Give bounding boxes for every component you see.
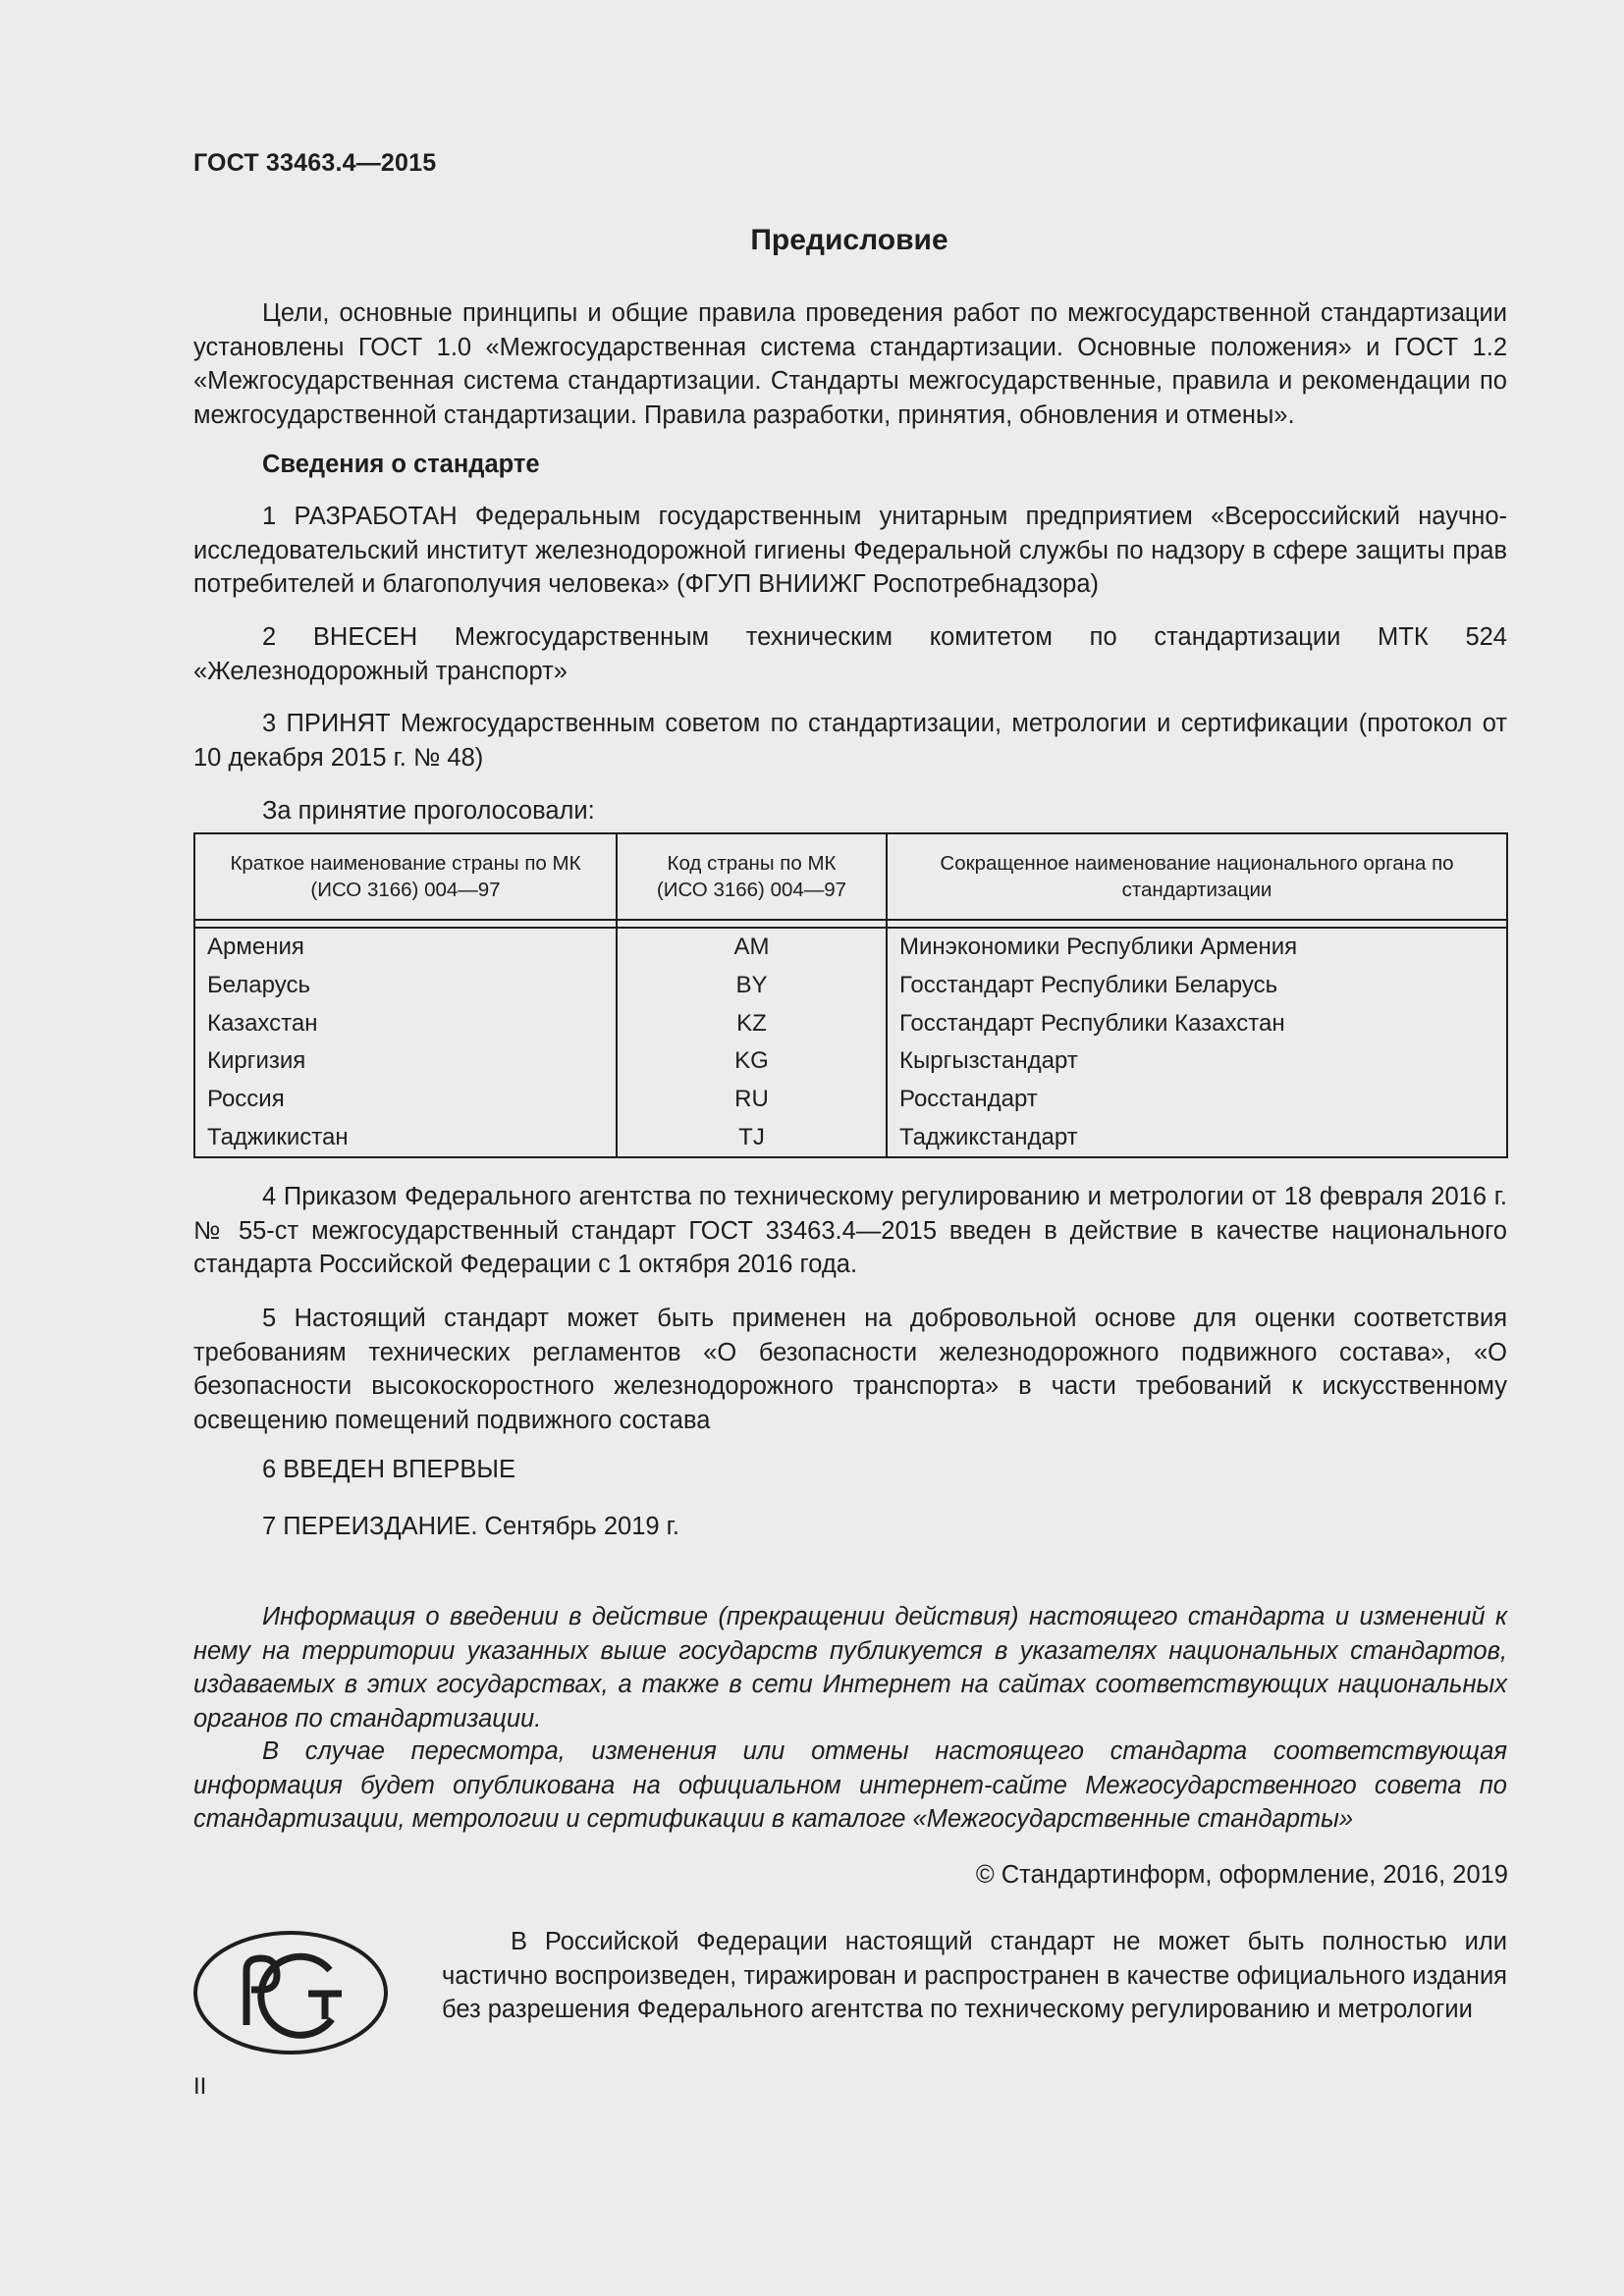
standards-body-cell: Госстандарт Республики Казахстан <box>887 1004 1507 1042</box>
revision-notice-paragraph: В случае пересмотра, изменения или отмены настоящего стандарта соответствующая информация будет опубликована на официальном интернет-сайте Межгосударственного совета по стандартизации, метрологии и сертификации в каталоге «Межгосударственные стандарты» <box>193 1737 1507 1833</box>
column-header-code: Код страны по МК (ИСО 3166) 004—97 <box>617 833 887 920</box>
country-cell: Киргизия <box>194 1042 617 1081</box>
item-applicability: 5 Настоящий стандарт может быть применен на добровольной основе для оценки соответствия требованиям технических регламентов «О безопасности железнодорожного подвижного состава», «О безопасности высокоскоростного железнодорожного транспорта» в части требований к искусственному освещению помещений подвижного состава <box>193 1305 1507 1434</box>
item-submitted: 2 ВНЕСЕН Межгосударственным техническим комитетом по стандартизации МТК 524 «Железнодорожный транспорт» <box>193 623 1507 685</box>
header-separator <box>194 920 1507 928</box>
info-heading: Сведения о стандарте <box>262 451 540 478</box>
item-enacted: 4 Приказом Федерального агентства по техническому регулированию и метрологии от 18 февраля 2016 г. № 55-ст межгосударственный стандарт ГОСТ 33463.4—2015 введен в действие в качестве национального стандарта Российской Федерации с 1 октября 2016 года. <box>193 1183 1507 1278</box>
country-code-cell: RU <box>617 1081 887 1119</box>
country-code-cell: BY <box>617 967 887 1005</box>
column-header-body: Сокращенное наименование национального органа по стандартизации <box>887 833 1507 920</box>
standards-body-cell: Кыргызстандарт <box>887 1042 1507 1081</box>
country-cell: Россия <box>194 1081 617 1119</box>
table-row <box>194 1081 1507 1119</box>
country-cell: Беларусь <box>194 967 617 1005</box>
standards-body-cell: Минэкономики Республики Армения <box>887 928 1507 967</box>
table-row <box>194 928 1507 967</box>
vote-label: За принятие проголосовали: <box>262 797 595 825</box>
country-cell: Таджикистан <box>194 1118 617 1157</box>
document-code: ГОСТ 33463.4—2015 <box>193 149 437 177</box>
country-code-cell: KG <box>617 1042 887 1081</box>
country-cell: Казахстан <box>194 1004 617 1042</box>
copyright-line: © Стандартинформ, оформление, 2016, 2019 <box>975 1861 1508 1889</box>
standards-body-cell: Госстандарт Республики Беларусь <box>887 967 1507 1005</box>
item-adopted: 3 ПРИНЯТ Межгосударственным советом по стандартизации, метрологии и сертификации (протокол от 10 декабря 2015 г. № 48) <box>193 710 1507 772</box>
country-code-cell: AM <box>617 928 887 967</box>
column-header-country: Краткое наименование страны по МК (ИСО 3166) 004—97 <box>194 833 617 920</box>
table-row <box>194 1118 1507 1157</box>
table-header-row <box>194 833 1507 920</box>
voting-countries-table <box>193 832 1508 1158</box>
info-notice-paragraph: Информация о введении в действие (прекращении действия) настоящего стандарта и изменений к нему на территории указанных выше государств публикуется в указателях национальных стандартов, издаваемых в этих государствах, а также в сети Интернет на сайтах соответствующих национальных органов по стандартизации. <box>193 1603 1507 1733</box>
reproduction-notice: В Российской Федерации настоящий стандарт не может быть полностью или частично воспроизведен, тиражирован и распространен в качестве официального издания без разрешения Федерального агентства по техническому регулированию и метрологии <box>442 1928 1507 2023</box>
item-first-introduced: 6 ВВЕДЕН ВПЕРВЫЕ <box>262 1456 516 1483</box>
country-code-cell: TJ <box>617 1118 887 1157</box>
standards-body-cell: Росстандарт <box>887 1081 1507 1119</box>
page-number: II <box>193 2073 207 2100</box>
table-row <box>194 1042 1507 1081</box>
item-reissue: 7 ПЕРЕИЗДАНИЕ. Сентябрь 2019 г. <box>262 1513 679 1540</box>
country-cell: Армения <box>194 928 617 967</box>
rst-certification-mark-icon <box>192 1929 389 2056</box>
table-row <box>194 967 1507 1005</box>
intro-paragraph: Цели, основные принципы и общие правила проведения работ по межгосударственной стандартизации установлены ГОСТ 1.0 «Межгосударственная система стандартизации. Основные положения» и ГОСТ 1.2 «Межгосударственная система стандартизации. Стандарты межгосударственные, правила и рекомендации по межгосударственной стандартизации. Правила разработки, принятия, обновления и отмены». <box>193 299 1507 429</box>
item-developed: 1 РАЗРАБОТАН Федеральным государственным унитарным предприятием «Всероссийский научно-исследовательский институт железнодорожной гигиены Федеральной службы по надзору в сфере защиты прав потребителей и благополучия человека» (ФГУП ВНИИЖГ Роспотребнадзора) <box>193 503 1507 598</box>
standards-body-cell: Таджикстандарт <box>887 1118 1507 1157</box>
country-code-cell: KZ <box>617 1004 887 1042</box>
page-title: Предисловие <box>750 224 948 256</box>
table-row <box>194 1004 1507 1042</box>
